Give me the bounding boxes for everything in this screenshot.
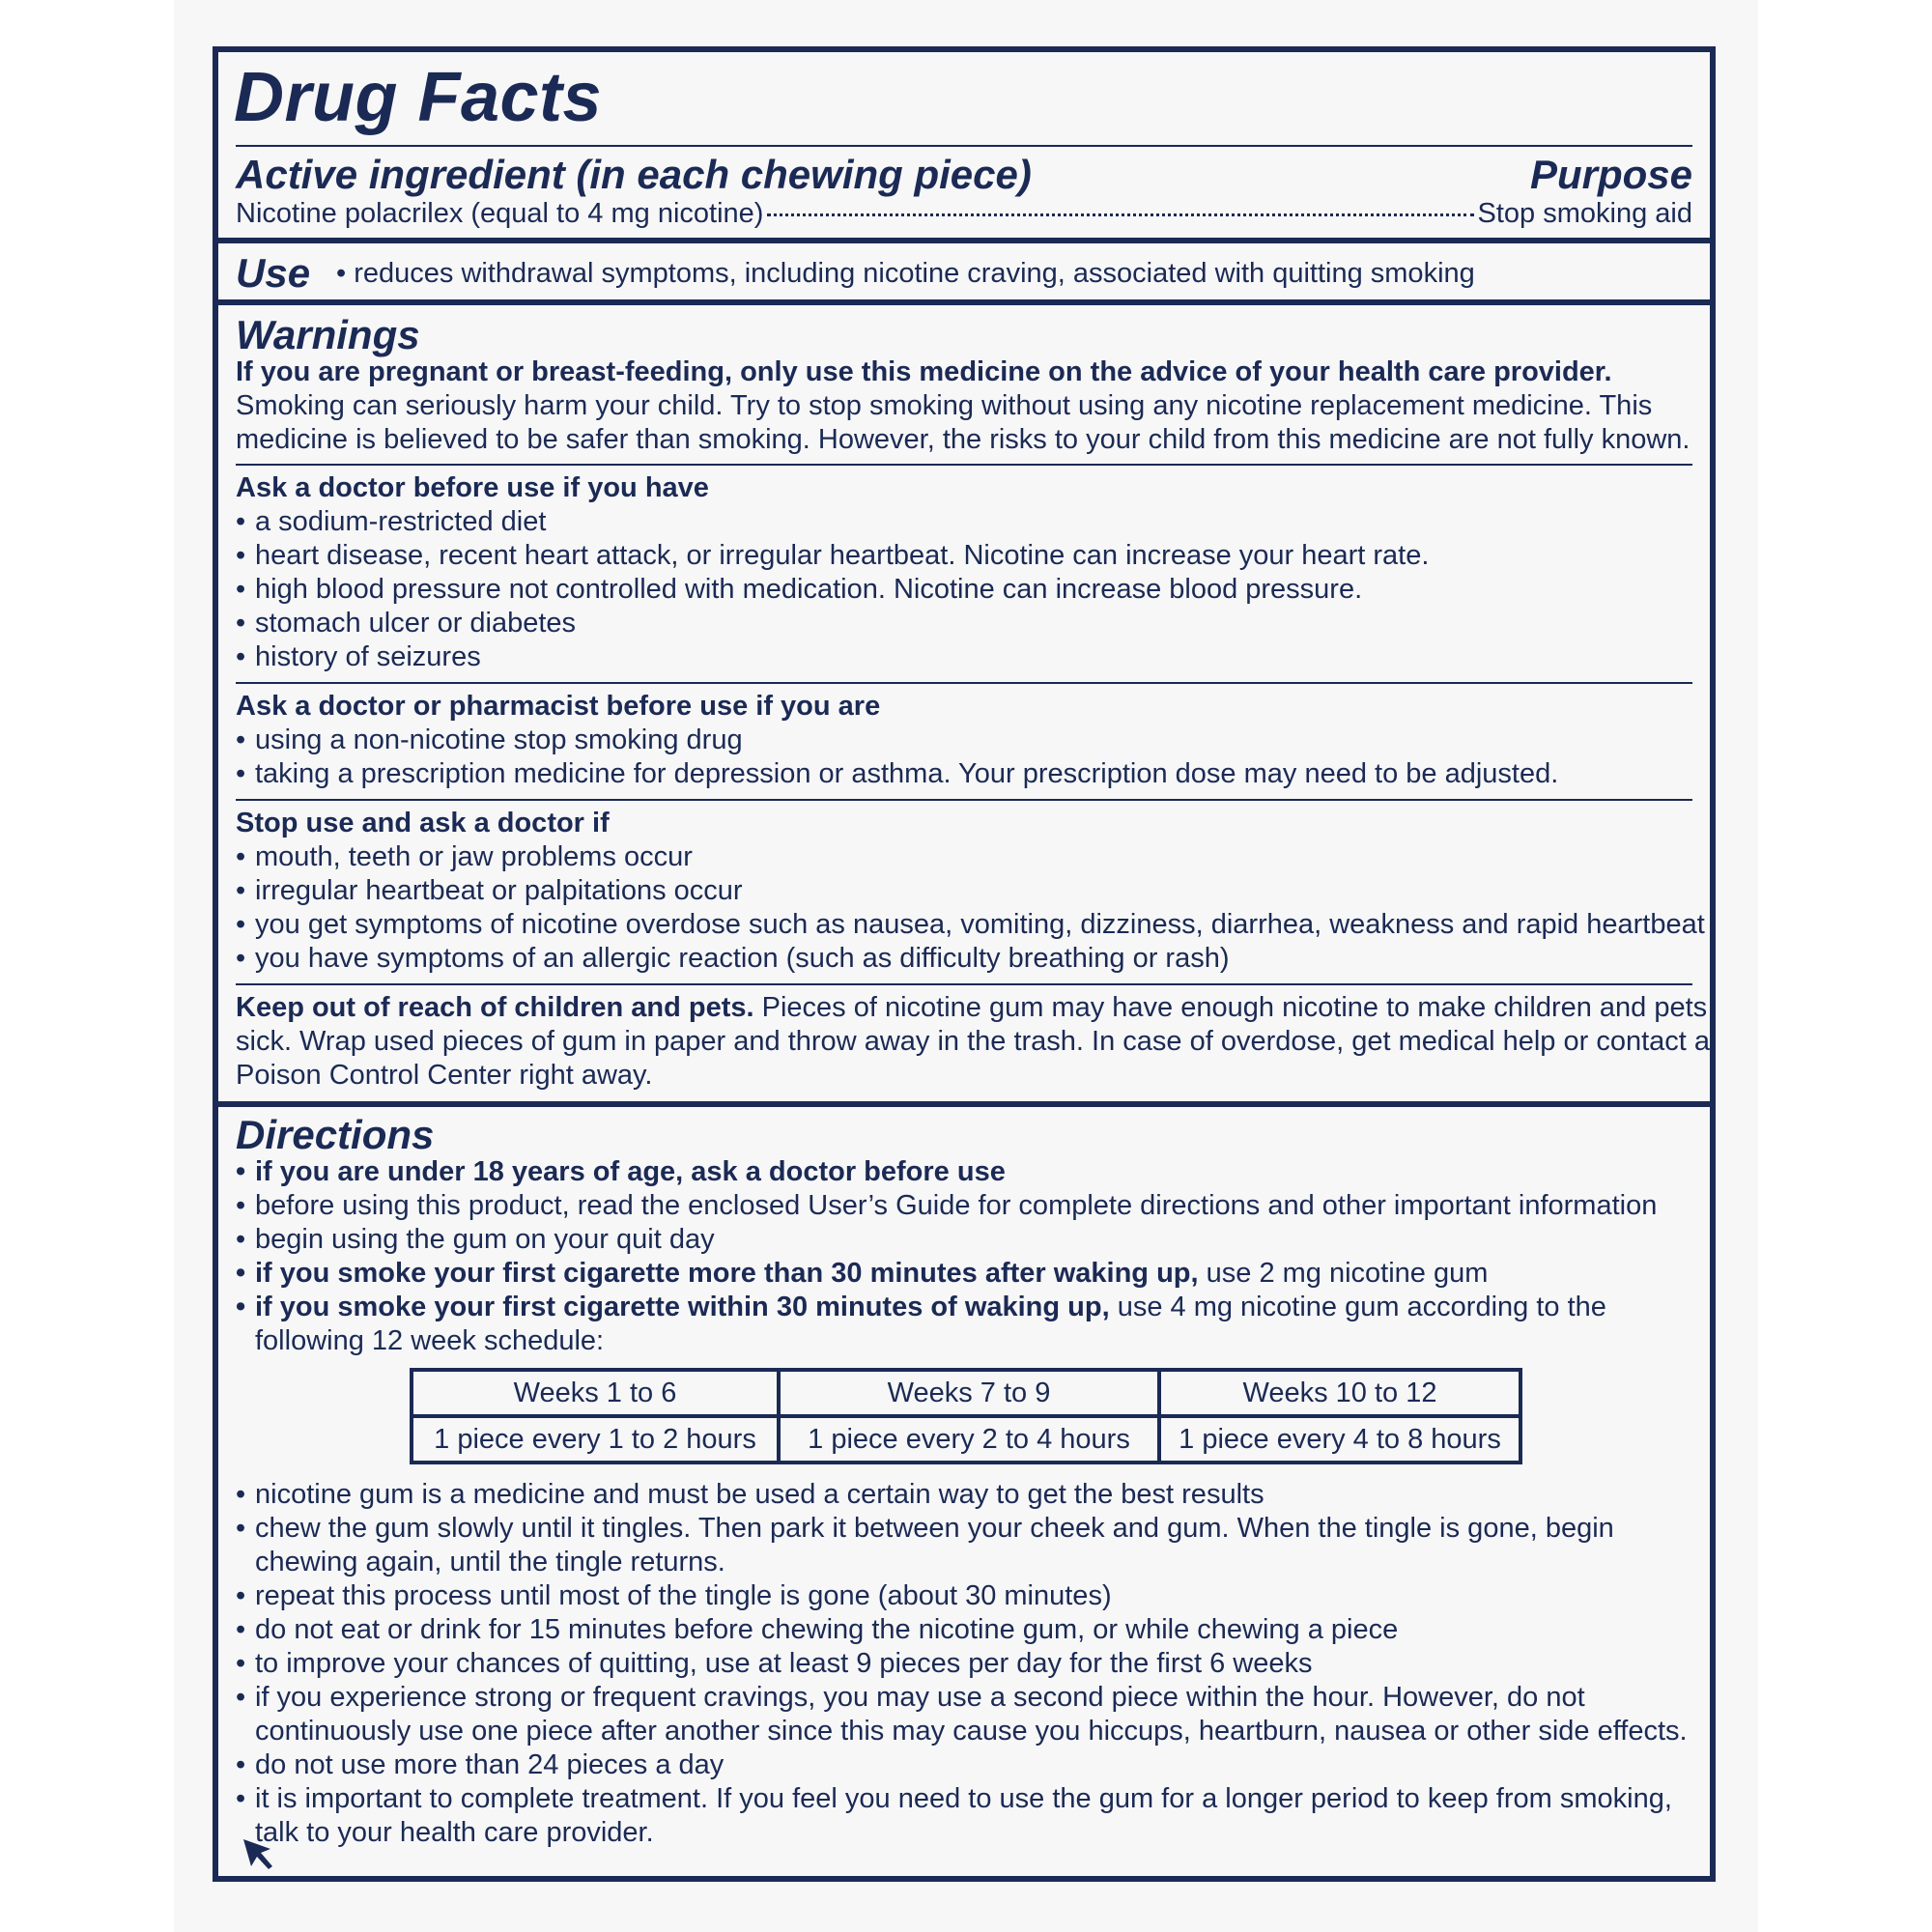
dot-leader: [767, 213, 1473, 216]
pregnant-warning-bold: If you are pregnant or breast-feeding, only use this medicine on the advice of your health care provider.: [236, 356, 1612, 387]
list-item: • it is important to complete treatment. If you feel you need to use the gum for a longer period to keep from smoking,: [236, 1783, 1672, 1814]
list-item: • high blood pressure not controlled with medication. Nicotine can increase blood pressure.: [236, 574, 1363, 605]
list-item: • repeat this process until most of the tingle is gone (about 30 minutes): [236, 1580, 1112, 1611]
section-divider: [218, 299, 1710, 305]
table-header-cell: Weeks 10 to 12: [1159, 1370, 1520, 1416]
subsection-rule: [236, 464, 1692, 466]
dosing-schedule-table: [410, 1368, 1522, 1464]
list-item: • do not use more than 24 pieces a day: [236, 1749, 724, 1780]
list-item: • using a non-nicotine stop smoking drug: [236, 724, 743, 755]
stop-use-heading: Stop use and ask a doctor if: [236, 808, 610, 838]
list-item: • nicotine gum is a medicine and must be used a certain way to get the best results: [236, 1479, 1264, 1510]
list-item: • before using this product, read the enclosed User’s Guide for complete directions and other important information: [236, 1190, 1658, 1221]
list-item: • chew the gum slowly until it tingles. Then park it between your cheek and gum. When the tingle is gone, begin: [236, 1513, 1614, 1544]
list-item: • history of seizures: [236, 641, 481, 672]
table-header-cell: Weeks 1 to 6: [412, 1370, 779, 1416]
table-cell: 1 piece every 2 to 4 hours: [779, 1416, 1159, 1463]
subsection-rule: [236, 799, 1692, 801]
list-item-continuation: talk to your health care provider.: [255, 1817, 654, 1848]
table-cell: 1 piece every 1 to 2 hours: [412, 1416, 779, 1463]
list-item: • a sodium-restricted diet: [236, 506, 547, 537]
active-ingredient-heading: Active ingredient (in each chewing piece): [236, 152, 1032, 197]
list-item: • begin using the gum on your quit day: [236, 1224, 715, 1255]
list-item: • if you smoke your first cigarette within 30 minutes of waking up, use 4 mg nicotine gum according to the: [236, 1292, 1606, 1322]
active-ingredient-row: [236, 197, 1692, 231]
list-item-continuation: chewing again, until the tingle returns.: [255, 1547, 725, 1577]
list-item: • to improve your chances of quitting, use at least 9 pieces per day for the first 6 weeks: [236, 1648, 1313, 1679]
drug-facts-panel: [213, 46, 1716, 1882]
ask-pharmacist-heading: Ask a doctor or pharmacist before use if you are: [236, 691, 881, 722]
keep-out-of-reach: Keep out of reach of children and pets. Pieces of nicotine gum may have enough nicotine to make children and pets: [236, 992, 1708, 1023]
list-item: • if you smoke your first cigarette more than 30 minutes after waking up, use 2 mg nicotine gum: [236, 1258, 1489, 1289]
purpose-heading: Purpose: [1529, 152, 1692, 197]
table-cell: 1 piece every 4 to 8 hours: [1159, 1416, 1520, 1463]
title-rule: [236, 145, 1692, 147]
table-row: [412, 1416, 1520, 1463]
list-item-continuation: following 12 week schedule:: [255, 1325, 605, 1356]
use-heading: Use: [236, 250, 311, 296]
drug-facts-title: Drug Facts: [234, 59, 603, 136]
list-item: • you get symptoms of nicotine overdose such as nausea, vomiting, dizziness, diarrhea, weakness and rapid heartbeat: [236, 909, 1705, 940]
list-item: • taking a prescription medicine for depression or asthma. Your prescription dose may need to be adjusted.: [236, 758, 1559, 789]
list-item: • if you experience strong or frequent cravings, you may use a second piece within the hour. However, do not: [236, 1682, 1585, 1713]
list-item: • if you are under 18 years of age, ask a doctor before use: [236, 1156, 1006, 1187]
warnings-heading: Warnings: [236, 312, 420, 357]
keep-out-line: Poison Control Center right away.: [236, 1060, 653, 1091]
cursor-arrow-icon: [242, 1837, 276, 1872]
list-item: • irregular heartbeat or palpitations occur: [236, 875, 743, 906]
list-item-continuation: continuously use one piece after another since this may cause you hiccups, heartburn, nausea or other side effects.: [255, 1716, 1688, 1747]
directions-heading: Directions: [236, 1112, 435, 1157]
table-row: [412, 1370, 1520, 1416]
list-item: • stomach ulcer or diabetes: [236, 608, 577, 639]
pregnant-warning-line: medicine is believed to be safer than smoking. However, the risks to your child from this medicine are not fully known.: [236, 424, 1690, 455]
subsection-rule: [236, 983, 1692, 985]
section-divider: [218, 238, 1710, 243]
pregnant-warning-line: Smoking can seriously harm your child. Try to stop smoking without using any nicotine replacement medicine. This: [236, 390, 1653, 421]
table-header-cell: Weeks 7 to 9: [779, 1370, 1159, 1416]
list-item: • you have symptoms of an allergic reaction (such as difficulty breathing or rash): [236, 943, 1230, 974]
section-divider: [218, 1101, 1710, 1107]
ingredient-purpose: Stop smoking aid: [1477, 198, 1692, 229]
use-text: • reduces withdrawal symptoms, including nicotine craving, associated with quitting smoking: [336, 258, 1475, 289]
keep-out-line: sick. Wrap used pieces of gum in paper and throw away in the trash. In case of overdose, get medical help or contact a: [236, 1026, 1711, 1057]
subsection-rule: [236, 682, 1692, 684]
list-item: • heart disease, recent heart attack, or irregular heartbeat. Nicotine can increase your heart rate.: [236, 540, 1430, 571]
ask-doctor-heading: Ask a doctor before use if you have: [236, 472, 709, 503]
list-item: • do not eat or drink for 15 minutes before chewing the nicotine gum, or while chewing a piece: [236, 1614, 1399, 1645]
ingredient-name: Nicotine polacrilex (equal to 4 mg nicotine): [236, 198, 764, 229]
list-item: • mouth, teeth or jaw problems occur: [236, 841, 693, 872]
